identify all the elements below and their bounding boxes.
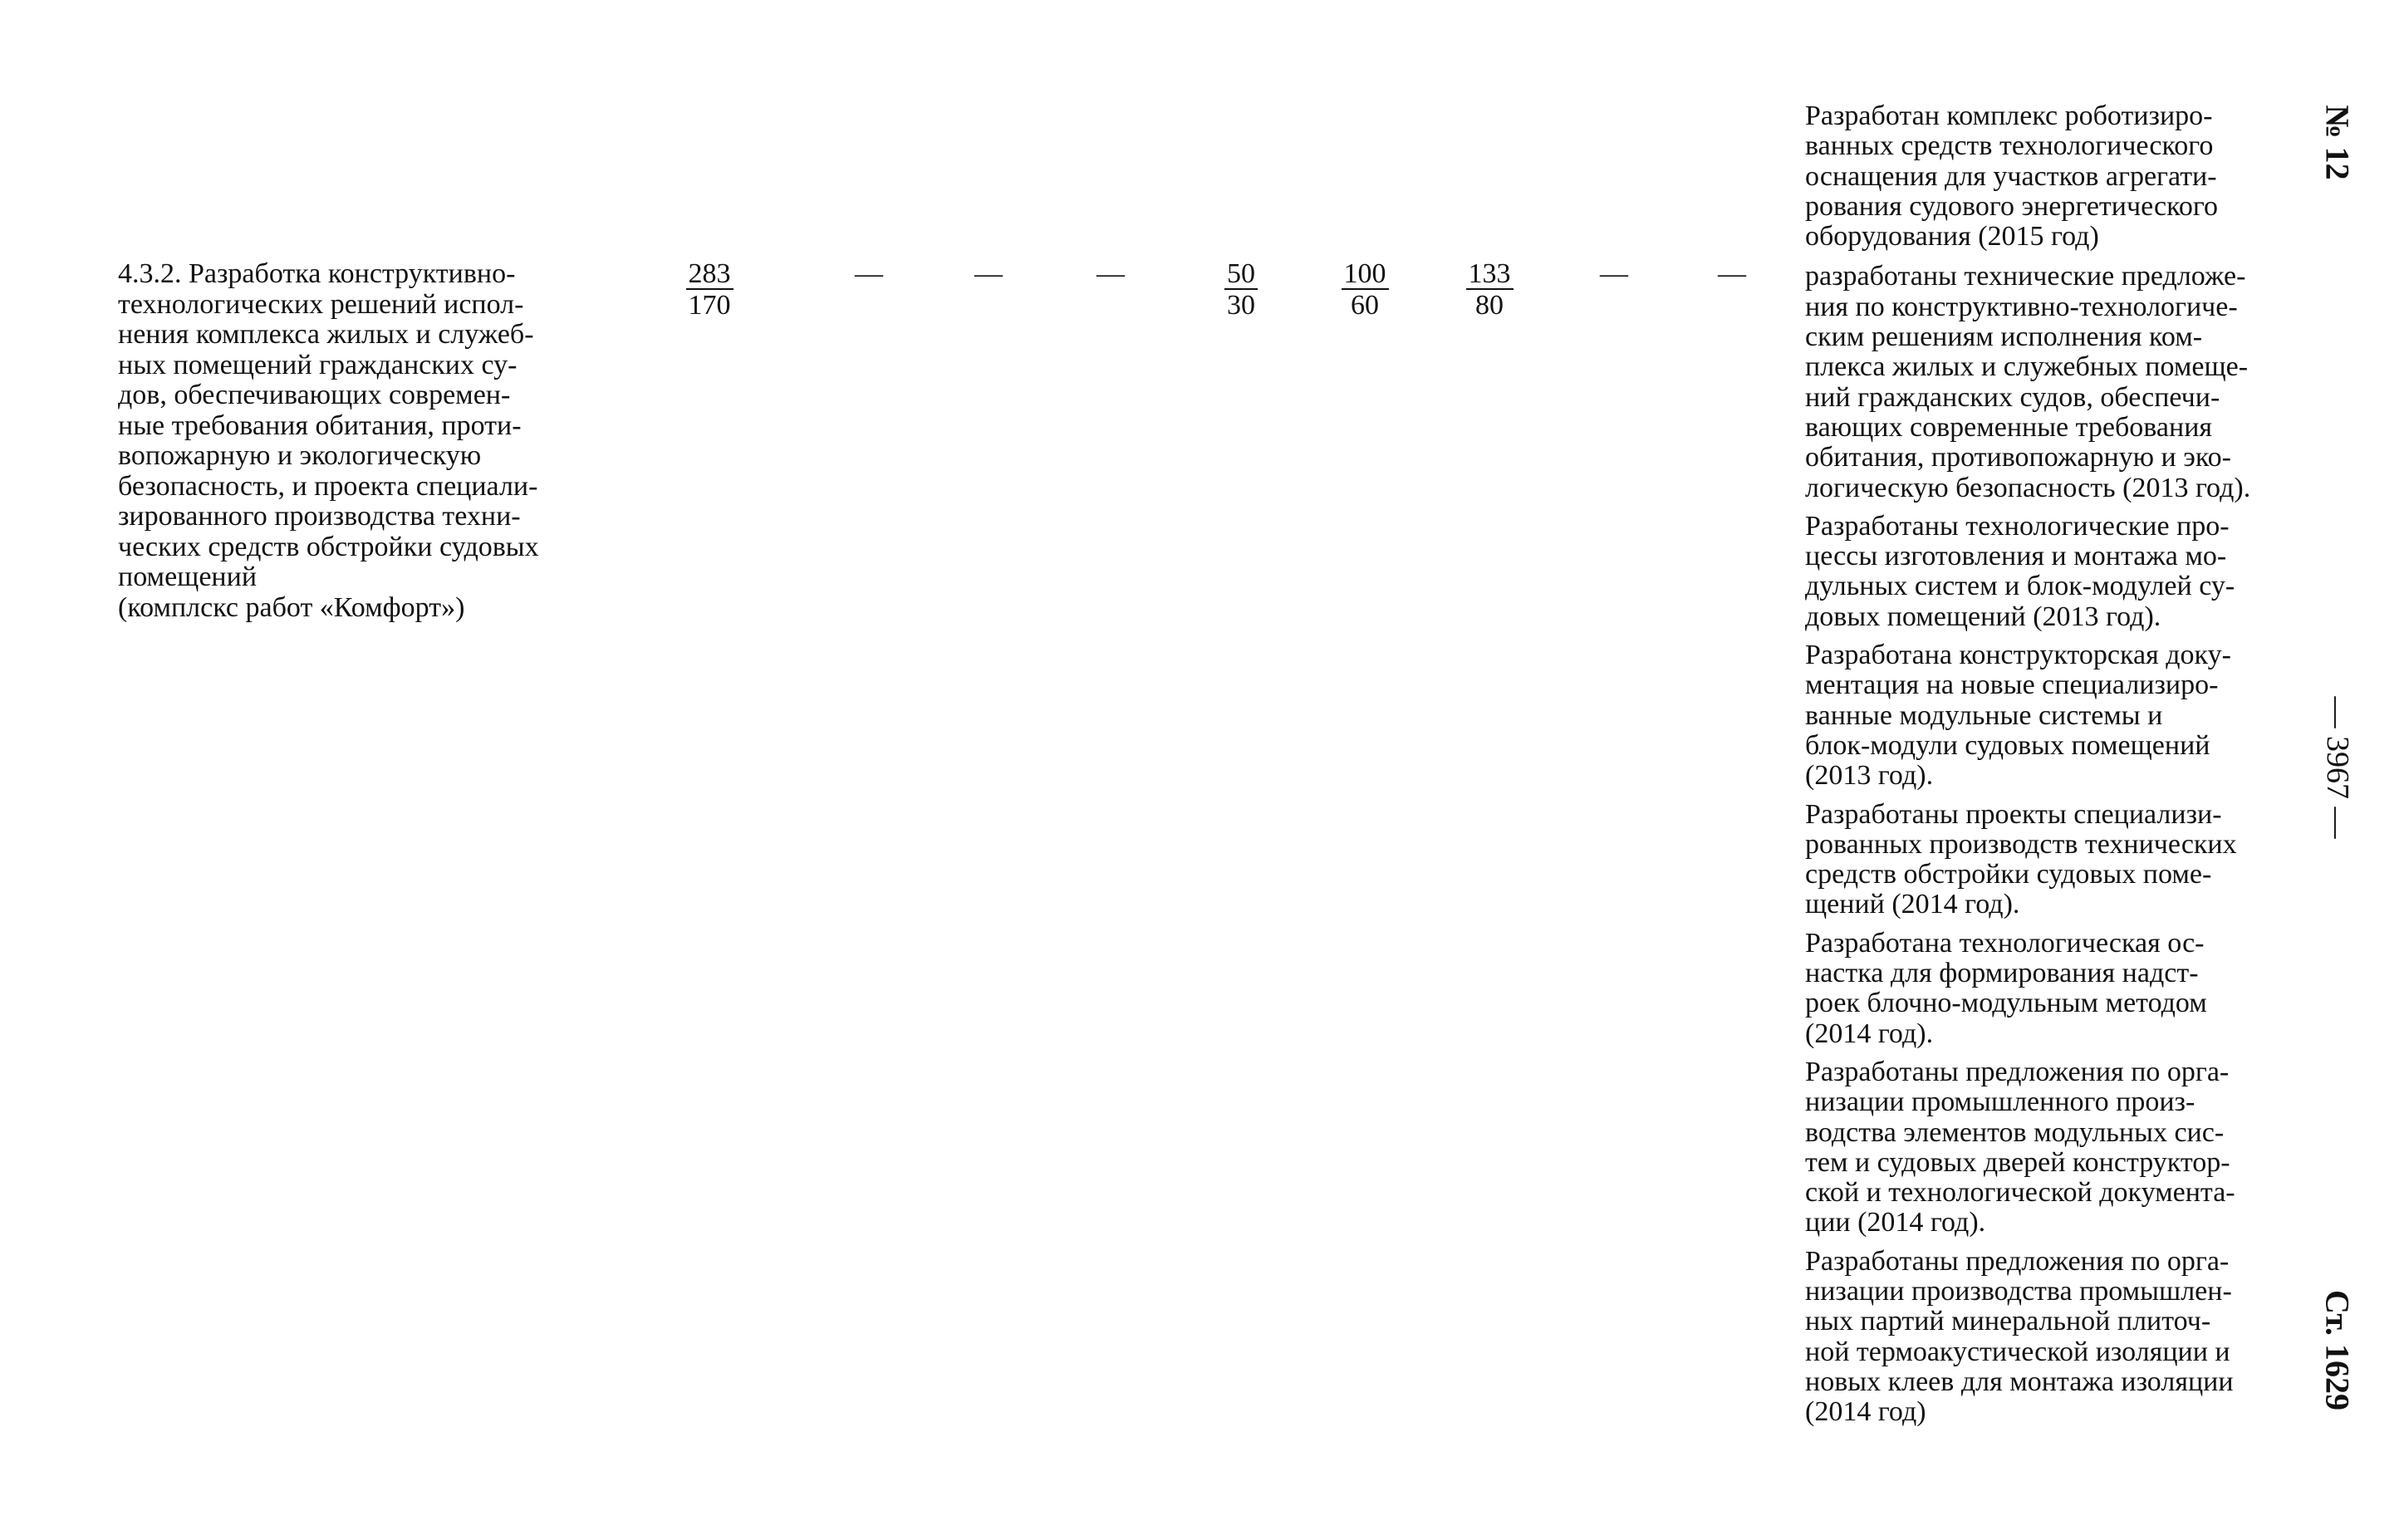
result-paragraph: разработаны технические предложе- ния по конструктивно-технологиче- ским решениям исполнения ком- плекса жилых и служебных помещe- ний гражданских судов, обеспечи- вающих современные требования обитания, противопожарную и эко- логическую безопасность (2013 год). (1805, 261, 2251, 503)
item-description: 4.3.2. Разработка конструктивно- технологических решений испол- нения комплекса жилых и служеб- ных помещений гражданских су- дов, обеспечивающих современ- ные требования обитания, проти- вопожарную и экологическую безопасность, и проекта специали- зированного производства техни- ческих средств обстройки судовых помещений (комплскс работ «Комфорт») (118, 258, 539, 623)
value-col-6-denominator: 60 (1351, 290, 1379, 321)
result-paragraph: Разработаны предложения по орга- низации производства промышлен- ных партий минеральной плиточ- ной термоакустической изоляции и новых клеев для монтажа изоляции (2014 год) (1805, 1245, 2234, 1428)
value-col-6 (1327, 259, 1402, 321)
value-col-3: — (974, 258, 1003, 289)
value-col-7 (1452, 259, 1527, 321)
value-col-7-denominator: 80 (1475, 290, 1504, 321)
result-paragraph: Разработаны предложения по орга- низации промышленного произ- водства элементов модульных сис- тем и судовых дверей конструктор- ской и технологической документа- ции (2014 год). (1805, 1056, 2235, 1238)
article-number: Ст. 1629 (2318, 1290, 2357, 1410)
value-col-9: — (1718, 258, 1746, 289)
value-col-5-numerator: 50 (1224, 260, 1258, 290)
result-paragraph: Разработан комплекс роботизиро- ванных средств технологического оснащения для участков агрегати- рования судового энергетического оборудования (2015 год) (1805, 101, 2218, 253)
value-col-2: — (855, 258, 883, 289)
value-col-1-denominator: 170 (688, 290, 731, 321)
result-paragraph: Разработана технологическая ос- настка для формирования надст- роек блочно-модульным методом (2014 год). (1805, 927, 2207, 1049)
result-paragraph: Разработана конструкторская доку- ментация на новые специализиро- ванные модульные системы и блок-модули судовых помещений (2013 год). (1805, 640, 2231, 792)
page-number: — 3967 — (2320, 696, 2355, 839)
value-col-4: — (1097, 258, 1125, 289)
value-col-6-numerator: 100 (1342, 260, 1389, 290)
value-col-5 (1204, 259, 1278, 321)
result-paragraph: Разработаны технологические про- цессы изготовления и монтажа мо- дульных систем и блок-модулей су- довых помещений (2013 год). (1805, 510, 2235, 632)
value-col-8: — (1600, 258, 1628, 289)
value-col-5-denominator: 30 (1227, 290, 1255, 321)
results-column (1805, 101, 2287, 1435)
value-col-1-numerator: 283 (686, 260, 733, 290)
issue-number: № 12 (2318, 105, 2357, 180)
value-col-7-numerator: 133 (1466, 260, 1514, 290)
result-paragraph: Разработаны проекты специализи- рованных производств технических средств обстройки судовых поме- щений (2014 год). (1805, 798, 2237, 920)
value-col-1 (672, 259, 747, 321)
